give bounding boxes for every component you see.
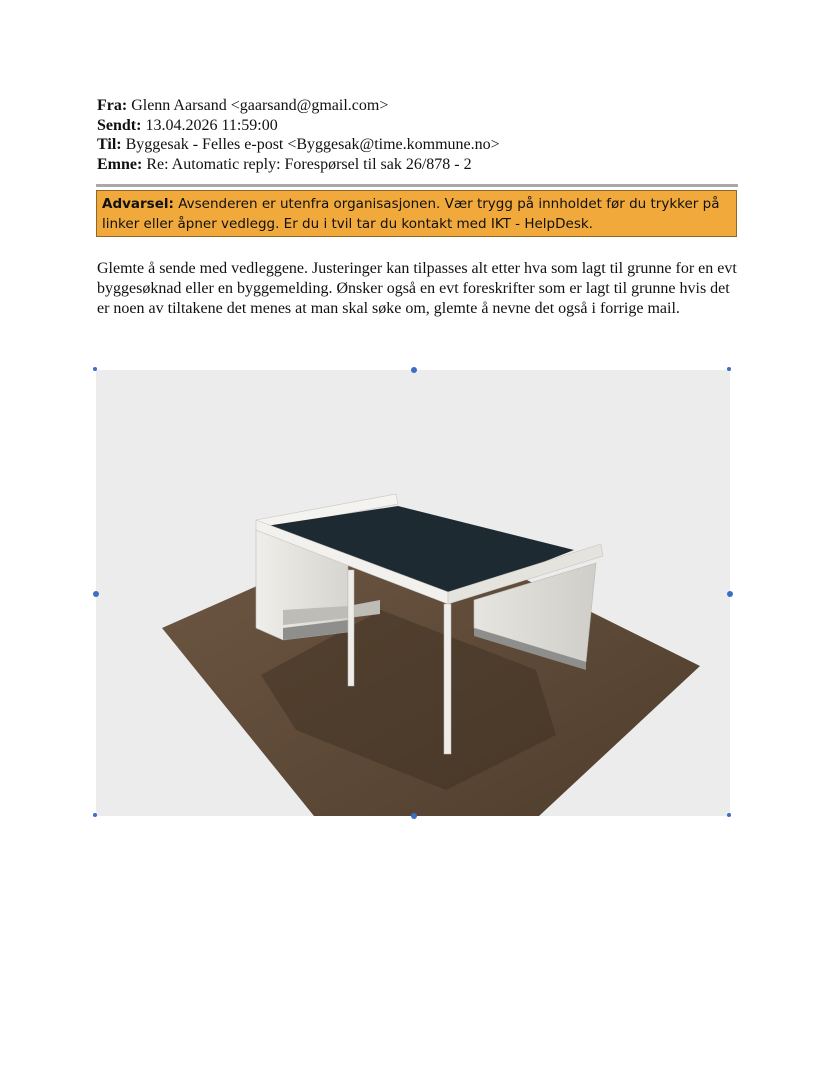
sent-row bbox=[97, 116, 500, 136]
email-header bbox=[97, 96, 500, 174]
post-left bbox=[348, 570, 354, 686]
to-label: Til: bbox=[97, 136, 122, 153]
resize-handle-bottom-right[interactable] bbox=[727, 813, 731, 817]
subject-label: Emne: bbox=[97, 155, 143, 173]
resize-handle-right[interactable] bbox=[727, 591, 733, 597]
warning-label: Advarsel: bbox=[102, 196, 174, 212]
resize-handle-top-left[interactable] bbox=[93, 367, 97, 371]
sent-label: Sendt: bbox=[97, 116, 142, 134]
to-row bbox=[97, 135, 500, 155]
resize-handle-top-right[interactable] bbox=[727, 367, 731, 371]
resize-handle-top[interactable] bbox=[411, 367, 417, 373]
header-divider bbox=[96, 184, 738, 187]
resize-handle-bottom-left[interactable] bbox=[93, 813, 97, 817]
carport-image[interactable] bbox=[96, 370, 730, 816]
resize-handle-left[interactable] bbox=[93, 591, 99, 597]
from-label: Fra: bbox=[97, 97, 128, 114]
subject-value: Re: Automatic reply: Forespørsel til sak 26/878 - 2 bbox=[146, 155, 472, 173]
warning-text: Avsenderen er utenfra organisasjonen. Vær trygg på innholdet før du trykker på linker eller åpner vedlegg. Er du i tvil tar du kontakt med IKT - HelpDesk. bbox=[102, 196, 720, 232]
from-row bbox=[97, 96, 500, 116]
carport-render bbox=[96, 370, 730, 816]
subject-row bbox=[97, 155, 500, 175]
external-sender-warning bbox=[96, 190, 737, 237]
from-value: Glenn Aarsand <gaarsand@gmail.com> bbox=[131, 97, 389, 114]
to-value: Byggesak - Felles e-post <Byggesak@time.kommune.no> bbox=[125, 136, 500, 153]
post-front bbox=[444, 604, 451, 754]
resize-handle-bottom[interactable] bbox=[411, 813, 417, 819]
email-body: Glemte å sende med vedleggene. Justeringer kan tilpasses alt etter hva som lagt til grunne for en evt byggesøknad eller en byggemelding. Ønsker også en evt foreskrifter som er lagt til grunne hvis det er noen av tiltakene det menes at man skal søke om, glemte å nevne det også i forrige mail. bbox=[97, 260, 737, 317]
sent-value: 13.04.2026 11:59:00 bbox=[145, 116, 278, 134]
